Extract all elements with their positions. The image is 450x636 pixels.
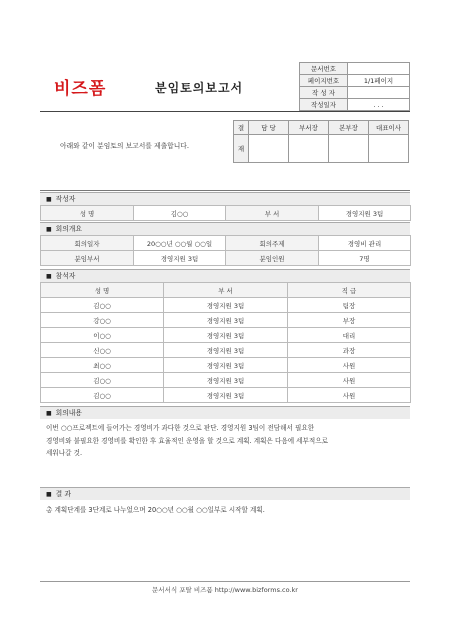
attendees-table	[40, 282, 411, 403]
section-header-content: ■ 회의내용	[40, 406, 410, 419]
meeting-topic-label: 회의주제	[226, 236, 319, 251]
table-row	[41, 373, 411, 388]
author-dept-value: 경영지원 3팀	[319, 206, 411, 221]
attendee-rank: 사원	[288, 373, 411, 388]
column-header-rank: 직 급	[288, 283, 411, 298]
content-line: 세워나갈 것.	[46, 449, 83, 457]
doc-info-value	[348, 63, 410, 75]
attendee-dept: 경영지원 3팀	[164, 343, 288, 358]
author-name-label: 성 명	[41, 206, 134, 221]
meeting-date-label: 회의일자	[41, 236, 134, 251]
doc-info-row	[300, 99, 410, 111]
attendee-dept: 경영지원 3팀	[164, 358, 288, 373]
doc-info-row	[300, 75, 410, 87]
table-row	[41, 328, 411, 343]
author-name-value: 김○○	[134, 206, 226, 221]
brand-logo: 비즈폼	[54, 79, 107, 99]
document-info-table	[299, 62, 410, 111]
approval-signature-box[interactable]	[249, 135, 289, 163]
report-page	[40, 60, 410, 600]
meeting-topic-value: 경영비 관리	[319, 236, 411, 251]
attendee-rank: 팀장	[288, 298, 411, 313]
attendee-name: 강○○	[41, 313, 164, 328]
attendee-rank: 대리	[288, 328, 411, 343]
attendee-rank: 사원	[288, 388, 411, 403]
group-count-value: 7명	[319, 251, 411, 266]
table-row	[41, 313, 411, 328]
footer-divider	[40, 581, 410, 582]
attendee-rank: 과장	[288, 343, 411, 358]
approval-table	[233, 120, 409, 163]
result-text: 총 계획단계를 3단계로 나누었으며 20○○년 ○○월 ○○일부로 시작할 계획.	[46, 506, 265, 514]
approval-label-top: 결	[234, 121, 249, 135]
doc-info-row	[300, 87, 410, 99]
section-header-author: ■ 작성자	[40, 192, 410, 205]
approval-label-bottom: 재	[234, 135, 249, 163]
column-header-name: 성 명	[41, 283, 164, 298]
document-title: 분임토의보고서	[155, 81, 244, 95]
attendee-rank: 사원	[288, 358, 411, 373]
overview-table	[40, 235, 411, 266]
content-line: 경영비와 불필요한 경영비를 확인한 후 효율적인 운영을 할 것으로 계획. 계획은 다음에 세부적으로	[46, 436, 329, 445]
attendees-header-row	[41, 283, 411, 298]
table-row	[41, 358, 411, 373]
meeting-date-value: 20○○년 ○○월 ○○일	[134, 236, 226, 251]
content-line: 이번 ○○프로젝트에 들어가는 경영비가 과다한 것으로 판단. 경영지원 3팀이 전담해서 필요한	[46, 424, 315, 432]
section-header-result: ■ 결 과	[40, 487, 410, 500]
table-row	[41, 298, 411, 313]
attendee-dept: 경영지원 3팀	[164, 328, 288, 343]
attendee-dept: 경영지원 3팀	[164, 313, 288, 328]
approval-role: 본부장	[329, 121, 369, 135]
approval-role: 대표이사	[369, 121, 409, 135]
approval-signature-box[interactable]	[369, 135, 409, 163]
doc-info-value: 1/1페이지	[348, 75, 410, 87]
attendee-name: 이○○	[41, 328, 164, 343]
doc-info-value: . . .	[348, 99, 410, 111]
author-table	[40, 205, 411, 221]
intro-block	[40, 112, 410, 170]
group-count-label: 분임인원	[226, 251, 319, 266]
attendee-name: 최○○	[41, 358, 164, 373]
column-header-dept: 부 서	[164, 283, 288, 298]
table-row	[41, 388, 411, 403]
attendee-name: 김○○	[41, 388, 164, 403]
attendee-name: 김○○	[41, 298, 164, 313]
doc-info-value	[348, 87, 410, 99]
section-divider	[40, 190, 410, 191]
attendee-rank: 부장	[288, 313, 411, 328]
table-row	[41, 343, 411, 358]
approval-role: 담 당	[249, 121, 289, 135]
section-header-attendees: ■ 참석자	[40, 269, 410, 282]
doc-info-label: 작 성 자	[300, 87, 348, 99]
approval-signature-box[interactable]	[329, 135, 369, 163]
doc-info-label: 작성일자	[300, 99, 348, 111]
approval-role: 부서장	[289, 121, 329, 135]
section-header-overview: ■ 회의개요	[40, 222, 410, 235]
doc-info-row	[300, 63, 410, 75]
intro-text: 아래와 같이 분임토의 보고서를 제출합니다.	[60, 142, 189, 150]
group-dept-value: 경영지원 3팀	[134, 251, 226, 266]
footer-text: 문서서식 포탈 비즈폼 http://www.bizforms.co.kr	[152, 586, 298, 594]
doc-info-label: 페이지번호	[300, 75, 348, 87]
attendee-dept: 경영지원 3팀	[164, 373, 288, 388]
attendee-dept: 경영지원 3팀	[164, 388, 288, 403]
approval-signature-box[interactable]	[289, 135, 329, 163]
attendee-name: 신○○	[41, 343, 164, 358]
doc-info-label: 문서번호	[300, 63, 348, 75]
report-header	[40, 60, 410, 112]
meeting-content-text	[40, 420, 410, 462]
attendee-dept: 경영지원 3팀	[164, 298, 288, 313]
group-dept-label: 분임부서	[41, 251, 134, 266]
attendee-name: 김○○	[41, 373, 164, 388]
author-dept-label: 부 서	[226, 206, 319, 221]
